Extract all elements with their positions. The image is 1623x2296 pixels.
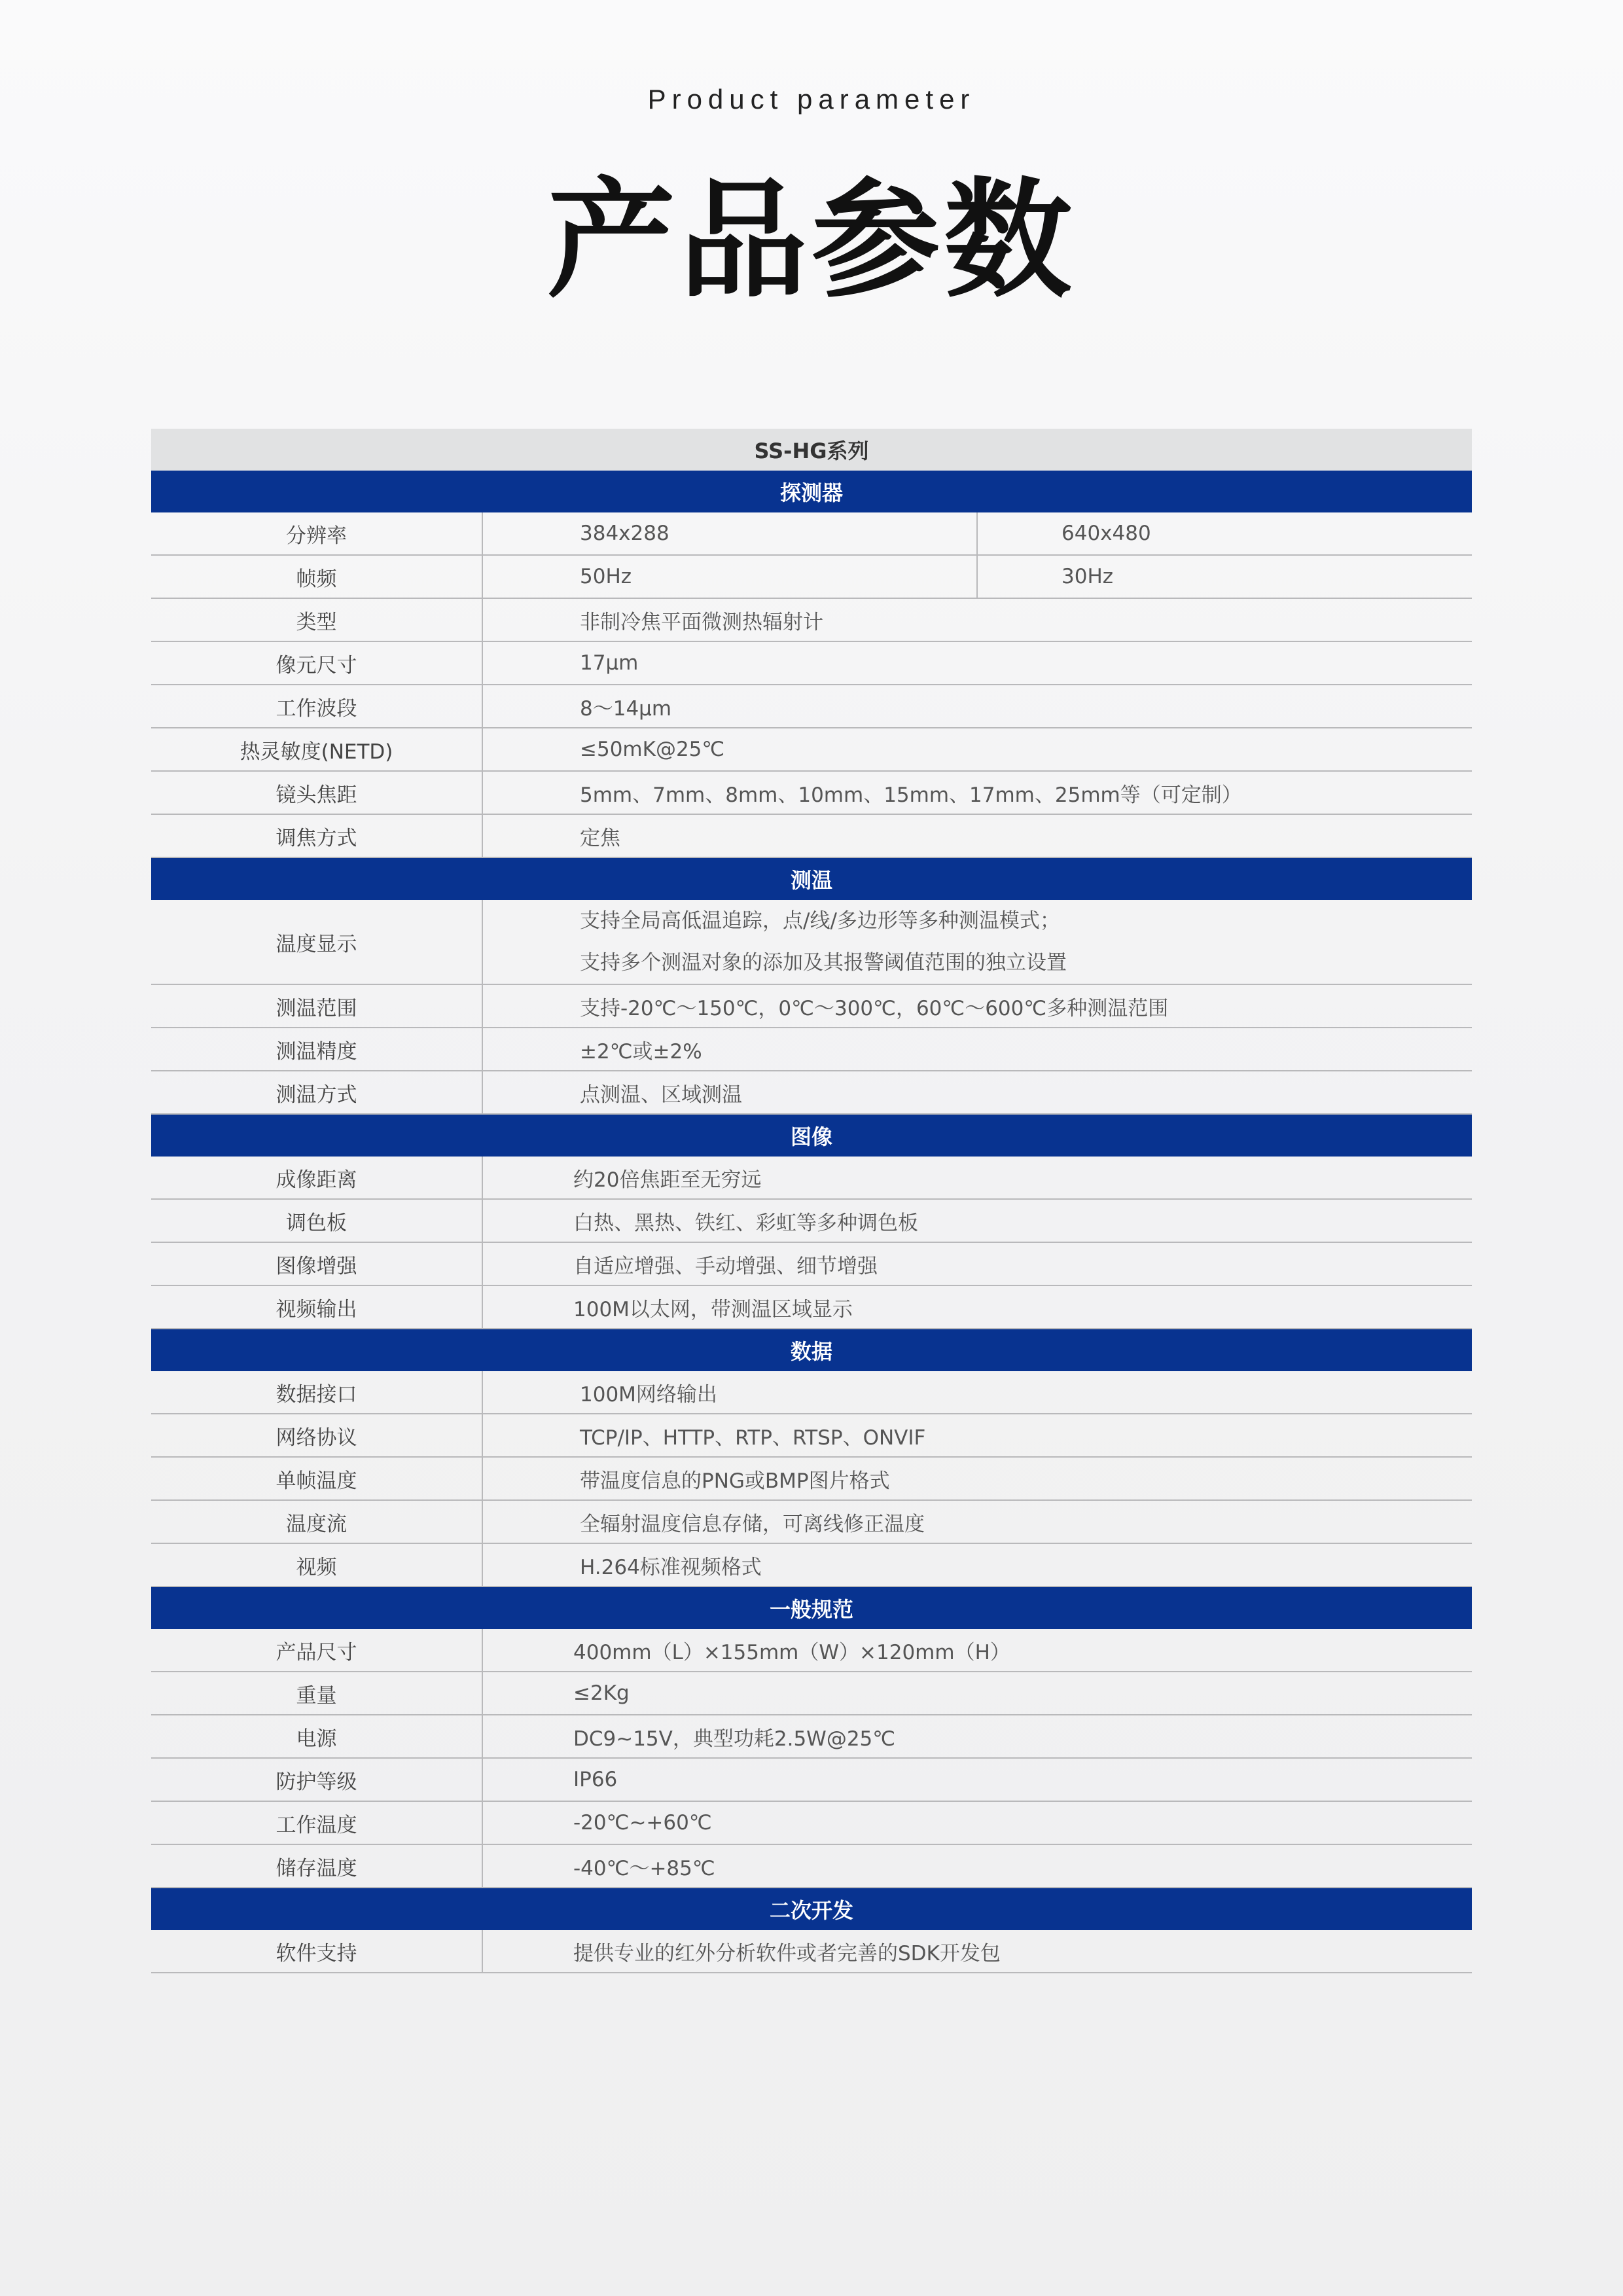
row-value: 白热、黑热、铁红、彩虹等多种调色板: [482, 1199, 1472, 1242]
row-value: 100M以太网，带测温区域显示: [482, 1285, 1472, 1329]
row-label: 网络协议: [151, 1414, 482, 1457]
row-label: 分辨率: [151, 512, 482, 555]
row-label: 热灵敏度(NETD): [151, 728, 482, 771]
row-value: 提供专业的红外分析软件或者完善的SDK开发包: [482, 1930, 1472, 1973]
table-row: [151, 1028, 1472, 1071]
table-row: [151, 771, 1472, 814]
section-title: 测温: [151, 857, 1472, 900]
table-row: [151, 1371, 1472, 1414]
row-label: 测温精度: [151, 1028, 482, 1071]
row-value: [482, 900, 1472, 984]
table-row: [151, 1629, 1472, 1672]
row-value: DC9~15V，典型功耗2.5W@25℃: [482, 1715, 1472, 1758]
row-value: -20℃~+60℃: [482, 1801, 1472, 1844]
table-row: [151, 1199, 1472, 1242]
table-row: [151, 814, 1472, 857]
row-label: 工作温度: [151, 1801, 482, 1844]
row-label: 温度显示: [151, 900, 482, 984]
table-row: [151, 685, 1472, 728]
row-value: ≤50mK@25℃: [482, 728, 1472, 771]
row-label: 测温方式: [151, 1071, 482, 1114]
series-header-row: [151, 429, 1472, 471]
row-label: 像元尺寸: [151, 641, 482, 685]
row-value: 640x480: [977, 512, 1472, 555]
row-value: H.264标准视频格式: [482, 1543, 1472, 1587]
row-label: 调色板: [151, 1199, 482, 1242]
table-row: [151, 555, 1472, 598]
row-value: 8～14μm: [482, 685, 1472, 728]
table-row: [151, 1930, 1472, 1973]
table-row: [151, 1157, 1472, 1199]
table-row: [151, 1457, 1472, 1500]
table-row: [151, 512, 1472, 555]
row-label: 测温范围: [151, 984, 482, 1028]
row-value: TCP/IP、HTTP、RTP、RTSP、ONVIF: [482, 1414, 1472, 1457]
page-subtitle: Product parameter: [647, 84, 976, 115]
row-label: 温度流: [151, 1500, 482, 1543]
table-row: [151, 1672, 1472, 1715]
row-label: 调焦方式: [151, 814, 482, 857]
row-label: 产品尺寸: [151, 1629, 482, 1672]
row-label: 软件支持: [151, 1930, 482, 1973]
row-label: 帧频: [151, 555, 482, 598]
row-value: 50Hz: [482, 555, 977, 598]
row-label: 视频输出: [151, 1285, 482, 1329]
row-label: 镜头焦距: [151, 771, 482, 814]
section-header-temperature: [151, 857, 1472, 900]
table-row: [151, 1071, 1472, 1114]
row-label: 防护等级: [151, 1758, 482, 1801]
table-row: [151, 1844, 1472, 1888]
row-label: 数据接口: [151, 1371, 482, 1414]
row-value: 17μm: [482, 641, 1472, 685]
section-header-image: [151, 1114, 1472, 1157]
table-row: [151, 1543, 1472, 1587]
row-label: 电源: [151, 1715, 482, 1758]
row-value-line: 支持全局高低温追踪，点/线/多边形等多种测温模式；: [580, 909, 1060, 933]
row-label: 成像距离: [151, 1157, 482, 1199]
row-label: 重量: [151, 1672, 482, 1715]
row-label: 储存温度: [151, 1844, 482, 1888]
table-row: [151, 1715, 1472, 1758]
row-value: 支持-20℃～150℃，0℃～300℃，60℃～600℃多种测温范围: [482, 984, 1472, 1028]
table-row: [151, 598, 1472, 641]
table-row: [151, 1801, 1472, 1844]
row-value: 约20倍焦距至无穷远: [482, 1157, 1472, 1199]
row-value: 384x288: [482, 512, 977, 555]
row-value: 100M网络输出: [482, 1371, 1472, 1414]
row-value-line: 支持多个测温对象的添加及其报警阈值范围的独立设置: [580, 951, 1067, 975]
table-row: [151, 1242, 1472, 1285]
row-value: 带温度信息的PNG或BMP图片格式: [482, 1457, 1472, 1500]
section-header-general: [151, 1587, 1472, 1629]
row-label: 图像增强: [151, 1242, 482, 1285]
section-header-data: [151, 1329, 1472, 1371]
table-row: [151, 1414, 1472, 1457]
section-title: 一般规范: [151, 1587, 1472, 1629]
table-row: [151, 728, 1472, 771]
row-label: 单帧温度: [151, 1457, 482, 1500]
row-value: 点测温、区域测温: [482, 1071, 1472, 1114]
row-value: -40℃～+85℃: [482, 1844, 1472, 1888]
table-row: [151, 900, 1472, 984]
row-value: IP66: [482, 1758, 1472, 1801]
table-row: [151, 1758, 1472, 1801]
row-value: ±2℃或±2%: [482, 1028, 1472, 1071]
row-label: 类型: [151, 598, 482, 641]
row-value: 400mm（L）×155mm（W）×120mm（H）: [482, 1629, 1472, 1672]
row-value: 非制冷焦平面微测热辐射计: [482, 598, 1472, 641]
table-row: [151, 984, 1472, 1028]
row-value: ≤2Kg: [482, 1672, 1472, 1715]
row-value: 定焦: [482, 814, 1472, 857]
table-row: [151, 1500, 1472, 1543]
row-value: 自适应增强、手动增强、细节增强: [482, 1242, 1472, 1285]
section-header-detector: [151, 471, 1472, 512]
page-title: 产品参数: [546, 166, 1076, 315]
section-title: 图像: [151, 1114, 1472, 1157]
row-value: 全辐射温度信息存储，可离线修正温度: [482, 1500, 1472, 1543]
section-header-dev: [151, 1888, 1472, 1930]
spec-table: [151, 429, 1472, 1973]
section-title: 数据: [151, 1329, 1472, 1371]
table-row: [151, 641, 1472, 685]
table-row: [151, 1285, 1472, 1329]
row-label: 工作波段: [151, 685, 482, 728]
row-value: 30Hz: [977, 555, 1472, 598]
series-name: SS-HG系列: [151, 429, 1472, 471]
section-title: 探测器: [151, 471, 1472, 512]
row-label: 视频: [151, 1543, 482, 1587]
section-title: 二次开发: [151, 1888, 1472, 1930]
row-value: 5mm、7mm、8mm、10mm、15mm、17mm、25mm等（可定制）: [482, 771, 1472, 814]
